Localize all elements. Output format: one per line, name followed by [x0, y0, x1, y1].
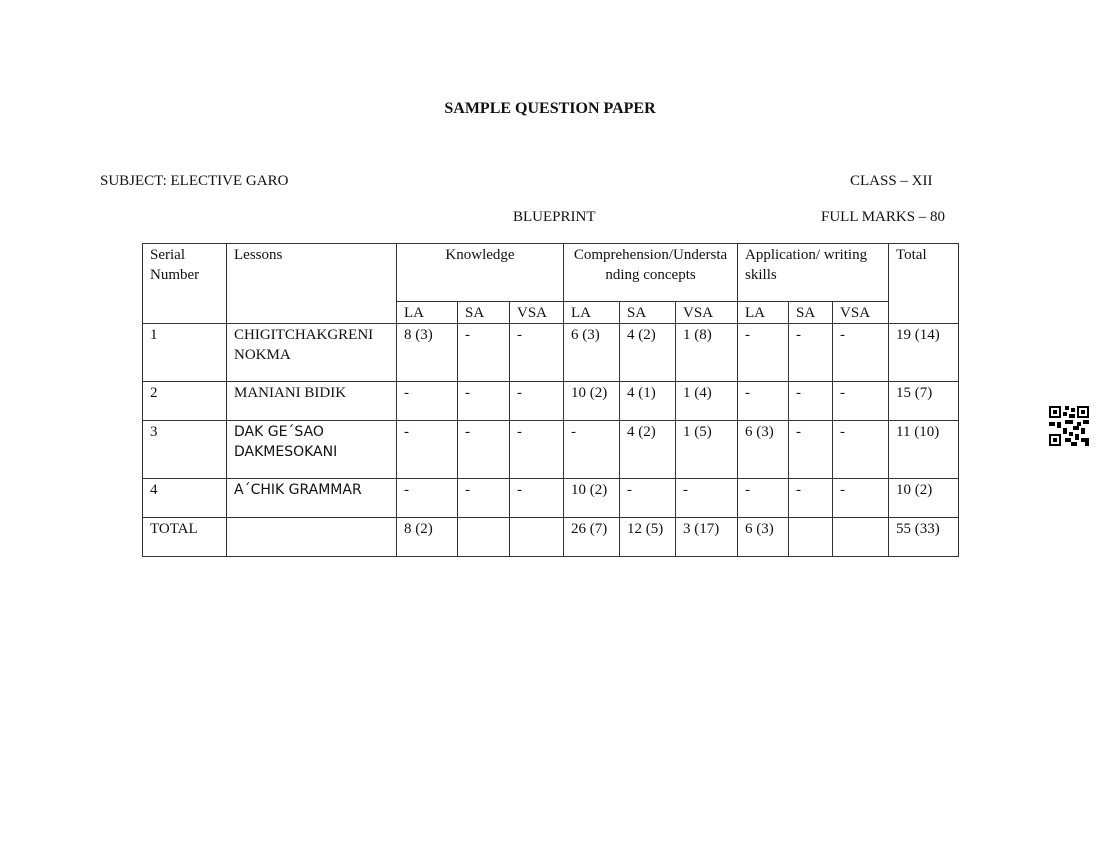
- subject-label: SUBJECT: ELECTIVE GARO: [100, 173, 289, 189]
- total-cell: 15 (7): [889, 382, 959, 421]
- marks-cell: -: [833, 421, 889, 479]
- marks-cell: 1 (4): [676, 382, 738, 421]
- marks-cell: -: [510, 382, 564, 421]
- subheader-cell: VSA: [676, 302, 738, 324]
- subheader-cell: LA: [397, 302, 458, 324]
- marks-cell: -: [458, 324, 510, 382]
- blueprint-table: [142, 243, 959, 557]
- marks-cell: 1 (8): [676, 324, 738, 382]
- marks-cell: -: [510, 421, 564, 479]
- marks-cell: 4 (2): [620, 324, 676, 382]
- lesson-cell: DAK GE´SAO DAKMESOKANI: [227, 421, 397, 479]
- subheader-cell: LA: [738, 302, 789, 324]
- header-serial: Serial Number: [143, 244, 227, 324]
- marks-cell: 4 (2): [620, 421, 676, 479]
- marks-cell: 8 (3): [397, 324, 458, 382]
- marks-cell: -: [564, 421, 620, 479]
- header-knowledge: Knowledge: [397, 244, 564, 302]
- marks-cell: -: [510, 479, 564, 518]
- marks-cell: -: [833, 479, 889, 518]
- header-application: Application/ writing skills: [738, 244, 889, 302]
- marks-cell: 3 (17): [676, 518, 738, 557]
- table-row: [143, 382, 959, 421]
- marks-cell: 6 (3): [738, 421, 789, 479]
- marks-cell: 10 (2): [564, 382, 620, 421]
- table-row: [143, 324, 959, 382]
- total-cell: 10 (2): [889, 479, 959, 518]
- marks-cell: -: [676, 479, 738, 518]
- header-total: Total: [889, 244, 959, 324]
- marks-cell: [789, 518, 833, 557]
- lesson-cell: A´CHIK GRAMMAR: [227, 479, 397, 518]
- serial-cell: 1: [143, 324, 227, 382]
- marks-cell: -: [458, 479, 510, 518]
- marks-cell: -: [397, 479, 458, 518]
- subheader-cell: VSA: [833, 302, 889, 324]
- table-row-total: [143, 518, 959, 557]
- blueprint-label: BLUEPRINT: [513, 209, 596, 225]
- serial-cell: TOTAL: [143, 518, 227, 557]
- table-row: [143, 479, 959, 518]
- marks-cell: -: [458, 421, 510, 479]
- marks-cell: -: [397, 421, 458, 479]
- marks-cell: -: [833, 382, 889, 421]
- total-cell: 11 (10): [889, 421, 959, 479]
- serial-cell: 4: [143, 479, 227, 518]
- marks-cell: 26 (7): [564, 518, 620, 557]
- marks-cell: [833, 518, 889, 557]
- marks-cell: -: [789, 382, 833, 421]
- marks-cell: -: [789, 479, 833, 518]
- marks-cell: -: [397, 382, 458, 421]
- page-title: SAMPLE QUESTION PAPER: [444, 100, 656, 117]
- marks-cell: 6 (3): [738, 518, 789, 557]
- total-cell: 19 (14): [889, 324, 959, 382]
- marks-cell: -: [833, 324, 889, 382]
- marks-cell: -: [789, 421, 833, 479]
- lesson-cell: CHIGITCHAKGRENI NOKMA: [227, 324, 397, 382]
- qr-code-icon: [1049, 406, 1089, 446]
- table-row: [143, 421, 959, 479]
- subheader-cell: SA: [789, 302, 833, 324]
- subheader-cell: LA: [564, 302, 620, 324]
- header-lessons: Lessons: [227, 244, 397, 324]
- subheader-cell: SA: [458, 302, 510, 324]
- lesson-cell: [227, 518, 397, 557]
- marks-cell: -: [738, 324, 789, 382]
- subheader-cell: VSA: [510, 302, 564, 324]
- marks-cell: -: [789, 324, 833, 382]
- marks-cell: 8 (2): [397, 518, 458, 557]
- marks-cell: -: [738, 382, 789, 421]
- marks-cell: 10 (2): [564, 479, 620, 518]
- marks-cell: -: [510, 324, 564, 382]
- lesson-cell: MANIANI BIDIK: [227, 382, 397, 421]
- marks-cell: -: [458, 382, 510, 421]
- marks-cell: [458, 518, 510, 557]
- total-cell: 55 (33): [889, 518, 959, 557]
- marks-cell: 1 (5): [676, 421, 738, 479]
- full-marks-label: FULL MARKS – 80: [821, 209, 946, 225]
- marks-cell: 12 (5): [620, 518, 676, 557]
- class-label: CLASS – XII: [850, 173, 933, 189]
- marks-cell: -: [620, 479, 676, 518]
- marks-cell: 4 (1): [620, 382, 676, 421]
- serial-cell: 2: [143, 382, 227, 421]
- marks-cell: [510, 518, 564, 557]
- marks-cell: -: [738, 479, 789, 518]
- subheader-cell: SA: [620, 302, 676, 324]
- serial-cell: 3: [143, 421, 227, 479]
- marks-cell: 6 (3): [564, 324, 620, 382]
- header-comprehension: Comprehension/Understanding concepts: [564, 244, 738, 302]
